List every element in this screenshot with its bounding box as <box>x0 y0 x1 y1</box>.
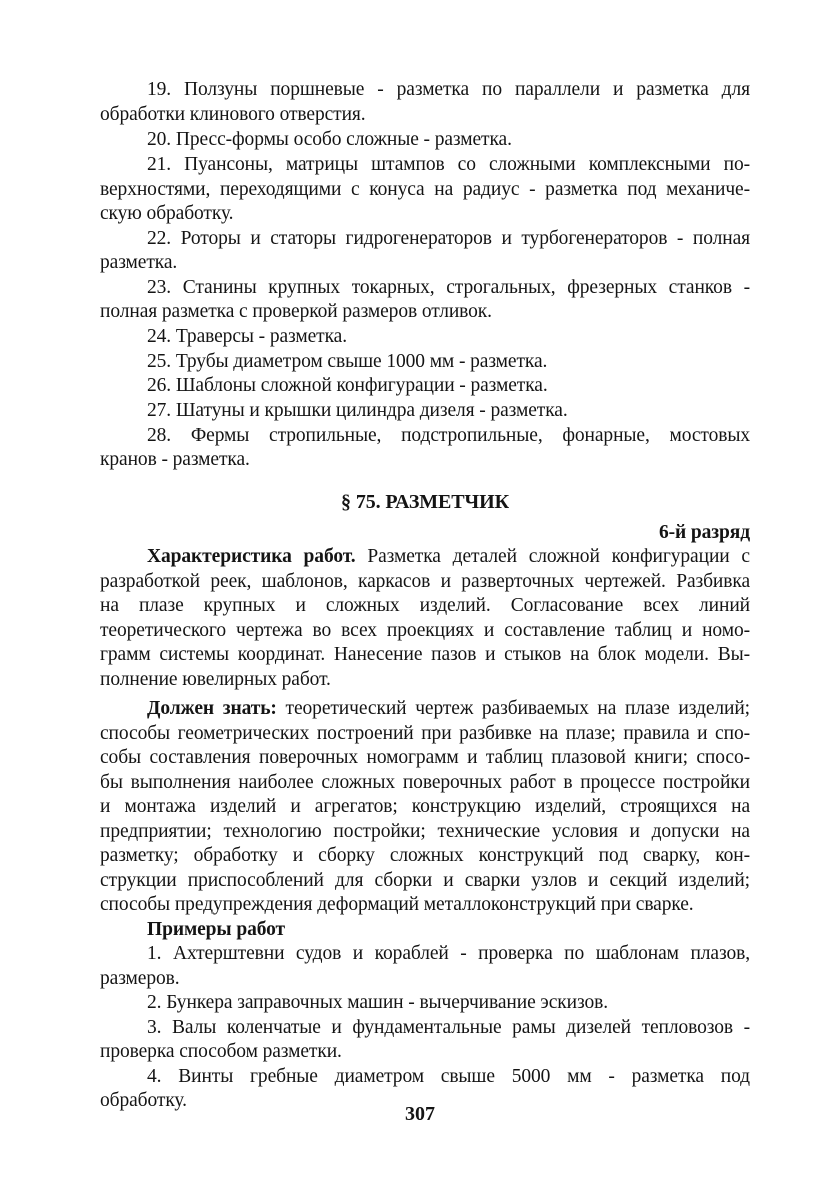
list-item-21-line-2: верхностями, переходящими с конуса на радиус - разметка под механиче- <box>100 179 750 200</box>
characteristics-label: Характеристика работ. <box>147 546 356 567</box>
list-item-22-line-1: 22. Роторы и статоры гидрогенераторов и турбогенераторов - полная <box>147 228 750 249</box>
list-item-28-line-2: кранов - разметка. <box>100 449 250 470</box>
must-know-text: теоретический чертеж разбиваемых на плазе изделий; <box>276 698 751 719</box>
list-item-19-line-2: обработки клинового отверстия. <box>100 104 366 125</box>
must-know-line-2: способы геометрических построений при разбивке на плазе; правила и спо- <box>100 723 750 744</box>
characteristics-line-1 <box>147 545 750 569</box>
example-3-line-2: проверка способом разметки. <box>100 1041 342 1062</box>
list-item-22-line-2: разметка. <box>100 252 178 273</box>
example-1-line-2: размеров. <box>100 968 180 989</box>
must-know-line-7: разметку; обработку и сборку сложных конструкций под сварку, кон- <box>100 845 750 866</box>
list-item-21-line-3: скую обработку. <box>100 203 234 224</box>
example-2: 2. Бункера заправочных машин - вычерчивание эскизов. <box>147 992 608 1013</box>
characteristics-line-3: на плазе крупных и сложных изделий. Согласование всех линий <box>100 595 750 616</box>
section-title: § 75. РАЗМЕТЧИК <box>341 491 509 513</box>
list-item-19-line-1: 19. Ползуны поршневые - разметка по параллели и разметка для <box>147 79 750 100</box>
must-know-line-1 <box>147 697 750 721</box>
characteristics-line-2: разработкой реек, шаблонов, каркасов и разверточных чертежей. Разбивка <box>100 571 750 592</box>
list-item-23-line-2: полная разметка с проверкой размеров отливок. <box>100 301 492 322</box>
list-item-20: 20. Пресс-формы особо сложные - разметка. <box>147 129 512 150</box>
list-item-25: 25. Трубы диаметром свыше 1000 мм - разметка. <box>147 351 548 372</box>
must-know-line-3: собы составления поверочных номограмм и таблиц плазовой книги; спосо- <box>100 747 750 768</box>
characteristics-line-5: грамм системы координат. Нанесение пазов и стыков на блок модели. Вы- <box>100 644 750 665</box>
must-know-label: Должен знать: <box>147 698 277 719</box>
must-know-line-4: бы выполнения наиболее сложных поверочных работ в процессе постройки <box>100 772 750 793</box>
example-1-line-1: 1. Ахтерштевни судов и кораблей - проверка по шаблонам плазов, <box>147 943 750 964</box>
example-4-line-2: обработку. <box>100 1090 187 1111</box>
list-item-27: 27. Шатуны и крышки цилиндра дизеля - разметка. <box>147 400 568 421</box>
list-item-24: 24. Траверсы - разметка. <box>147 326 347 347</box>
must-know-line-8: струкции приспособлений для сборки и сварки узлов и секций изделий; <box>100 870 750 891</box>
list-item-28-line-1: 28. Фермы стропильные, подстропильные, фонарные, мостовых <box>147 425 750 446</box>
example-3-line-1: 3. Валы коленчатые и фундаментальные рамы дизелей тепловозов - <box>147 1017 750 1038</box>
list-item-21-line-1: 21. Пуансоны, матрицы штампов со сложными комплексными по- <box>147 154 750 175</box>
grade-label: 6-й разряд <box>658 522 750 543</box>
list-item-26: 26. Шаблоны сложной конфигурации - разметка. <box>147 375 548 396</box>
must-know-line-5: и монтажа изделий и агрегатов; конструкцию изделий, строящихся на <box>100 796 750 817</box>
characteristics-line-4: теоретического чертежа во всех проекциях и составление таблиц и номо- <box>100 620 750 641</box>
example-4-line-1: 4. Винты гребные диаметром свыше 5000 мм - разметка под <box>147 1066 750 1087</box>
list-item-23-line-1: 23. Станины крупных токарных, строгальных, фрезерных станков - <box>147 277 750 298</box>
page-number: 307 <box>405 1103 435 1125</box>
characteristics-line-6: полнение ювелирных работ. <box>100 669 331 690</box>
must-know-line-9: способы предупреждения деформаций металлоконструкций при сварке. <box>100 894 694 915</box>
examples-title: Примеры работ <box>147 919 285 940</box>
must-know-line-6: предприятии; технологию постройки; технические условия и допуски на <box>100 821 750 842</box>
characteristics-text: Разметка деталей сложной конфигурации с <box>355 546 750 567</box>
